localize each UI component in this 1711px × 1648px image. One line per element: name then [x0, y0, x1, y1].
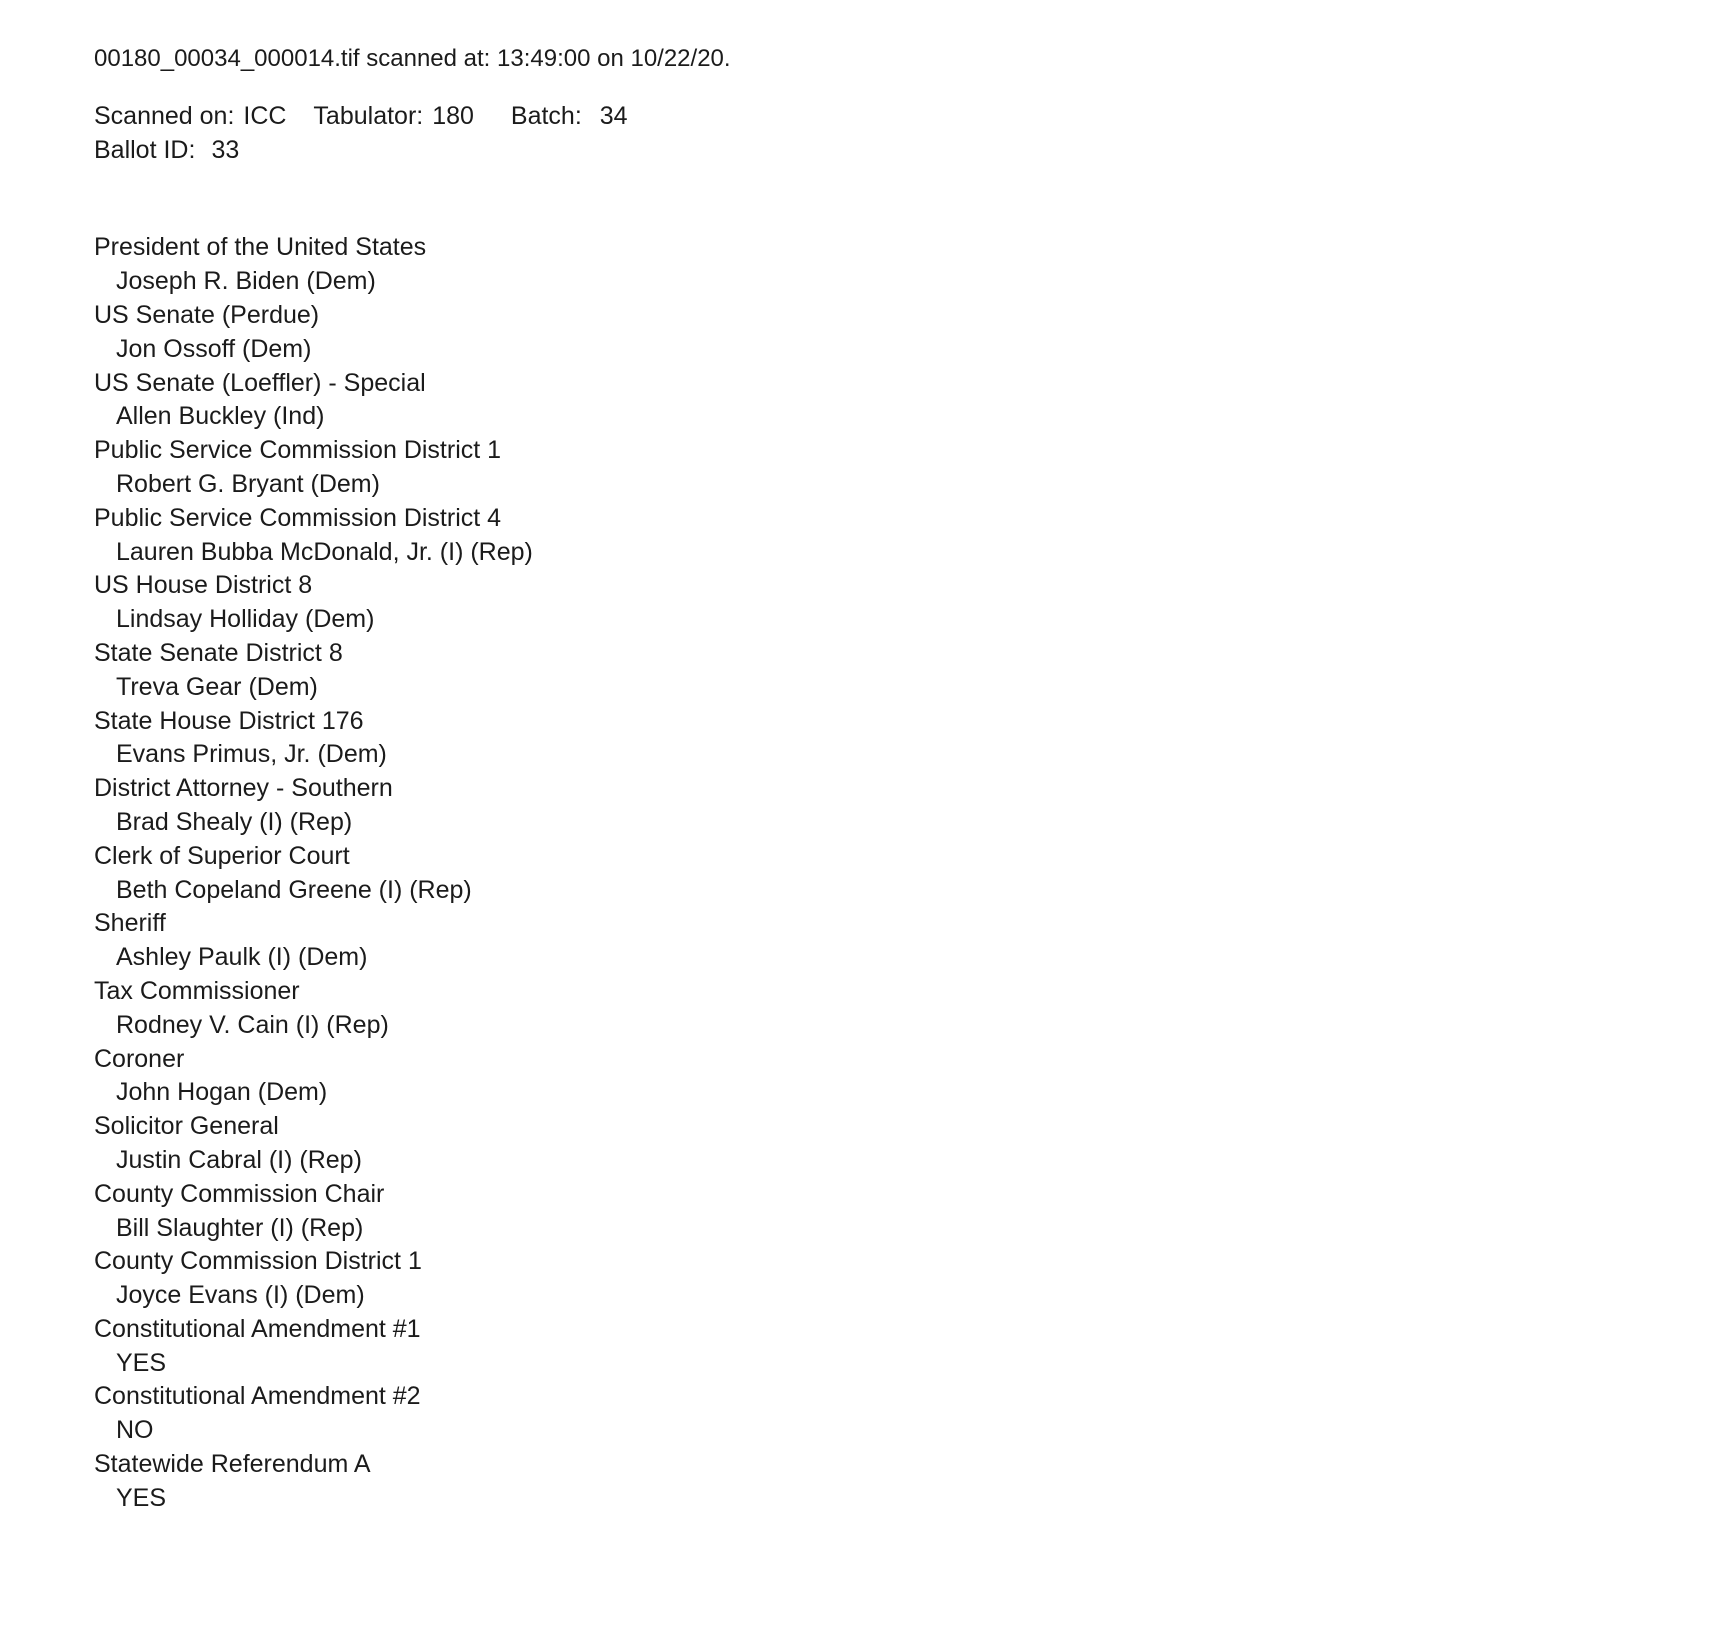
contest-selection: Beth Copeland Greene (I) (Rep)	[116, 875, 472, 904]
ballot-id-field	[94, 134, 1651, 168]
contest-list	[94, 231, 1651, 1515]
contest-selection: Brad Shealy (I) (Rep)	[116, 807, 353, 836]
tabulator-value: 180	[432, 101, 474, 130]
contest-selection: YES	[116, 1348, 167, 1377]
tabulator-label: Tabulator:	[313, 101, 424, 130]
contest-row	[94, 1110, 1651, 1178]
contest-row	[94, 1043, 1651, 1111]
contest-row	[94, 705, 1651, 773]
contest-row	[94, 637, 1651, 705]
batch-value: 34	[599, 101, 628, 130]
contest-selection: Justin Cabral (I) (Rep)	[116, 1145, 362, 1174]
contest-title: District Attorney - Southern	[94, 774, 393, 803]
contest-row	[94, 975, 1651, 1043]
contest-selection: Rodney V. Cain (I) (Rep)	[116, 1010, 389, 1039]
contest-title: Public Service Commission District 1	[94, 436, 502, 465]
ballot-id-value: 33	[211, 135, 240, 164]
batch-field	[511, 100, 628, 134]
contest-selection: YES	[116, 1483, 167, 1512]
contest-title: Statewide Referendum A	[94, 1450, 371, 1479]
contest-title: State Senate District 8	[94, 638, 343, 667]
contest-title: US House District 8	[94, 571, 313, 600]
contest-selection: Lindsay Holliday (Dem)	[116, 605, 375, 634]
contest-title: County Commission Chair	[94, 1179, 385, 1208]
contest-title: Coroner	[94, 1044, 185, 1073]
contest-title: Clerk of Superior Court	[94, 841, 350, 870]
scan-meta-line	[94, 100, 1651, 134]
contest-title: Public Service Commission District 4	[94, 503, 502, 532]
scanned-on-field	[94, 100, 286, 134]
contest-row	[94, 907, 1651, 975]
contest-title: US Senate (Loeffler) - Special	[94, 368, 426, 397]
contest-selection: Joyce Evans (I) (Dem)	[116, 1281, 365, 1310]
scanned-on-value: ICC	[243, 101, 287, 130]
contest-selection: John Hogan (Dem)	[116, 1078, 328, 1107]
contest-row	[94, 1245, 1651, 1313]
contest-title: Tax Commissioner	[94, 976, 300, 1005]
scan-filename-line: 00180_00034_000014.tif scanned at: 13:49:00 on 10/22/20.	[94, 45, 731, 72]
batch-label: Batch:	[510, 101, 582, 130]
contest-row	[94, 1178, 1651, 1246]
contest-row	[94, 502, 1651, 570]
contest-selection: Jon Ossoff (Dem)	[116, 334, 312, 363]
contest-row	[94, 1448, 1651, 1516]
contest-selection: Bill Slaughter (I) (Rep)	[116, 1213, 364, 1242]
contest-selection: Robert G. Bryant (Dem)	[116, 469, 380, 498]
contest-row	[94, 840, 1651, 908]
contest-row	[94, 569, 1651, 637]
contest-selection: NO	[116, 1416, 154, 1445]
contest-selection: Ashley Paulk (I) (Dem)	[116, 943, 368, 972]
contest-title: US Senate (Perdue)	[94, 300, 320, 329]
scanned-on-label: Scanned on:	[94, 101, 235, 130]
contest-selection: Lauren Bubba McDonald, Jr. (I) (Rep)	[116, 537, 533, 566]
contest-title: State House District 176	[94, 706, 364, 735]
ballot-id-label: Ballot ID:	[94, 135, 196, 164]
contest-row	[94, 299, 1651, 367]
contest-title: Sheriff	[94, 909, 166, 938]
contest-title: County Commission District 1	[94, 1247, 422, 1276]
tabulator-field	[313, 100, 474, 134]
contest-selection: Allen Buckley (Ind)	[116, 402, 325, 431]
contest-selection: Evans Primus, Jr. (Dem)	[116, 740, 387, 769]
header-gap	[94, 167, 1651, 231]
contest-row	[94, 231, 1651, 299]
contest-row	[94, 434, 1651, 502]
contest-selection: Treva Gear (Dem)	[116, 672, 318, 701]
contest-row	[94, 772, 1651, 840]
contest-row	[94, 367, 1651, 435]
contest-row	[94, 1313, 1651, 1381]
contest-row	[94, 1380, 1651, 1448]
contest-title: Constitutional Amendment #2	[94, 1382, 421, 1411]
contest-title: Solicitor General	[94, 1112, 279, 1141]
contest-title: Constitutional Amendment #1	[94, 1314, 421, 1343]
contest-title: President of the United States	[94, 233, 427, 262]
contest-selection: Joseph R. Biden (Dem)	[116, 267, 376, 296]
